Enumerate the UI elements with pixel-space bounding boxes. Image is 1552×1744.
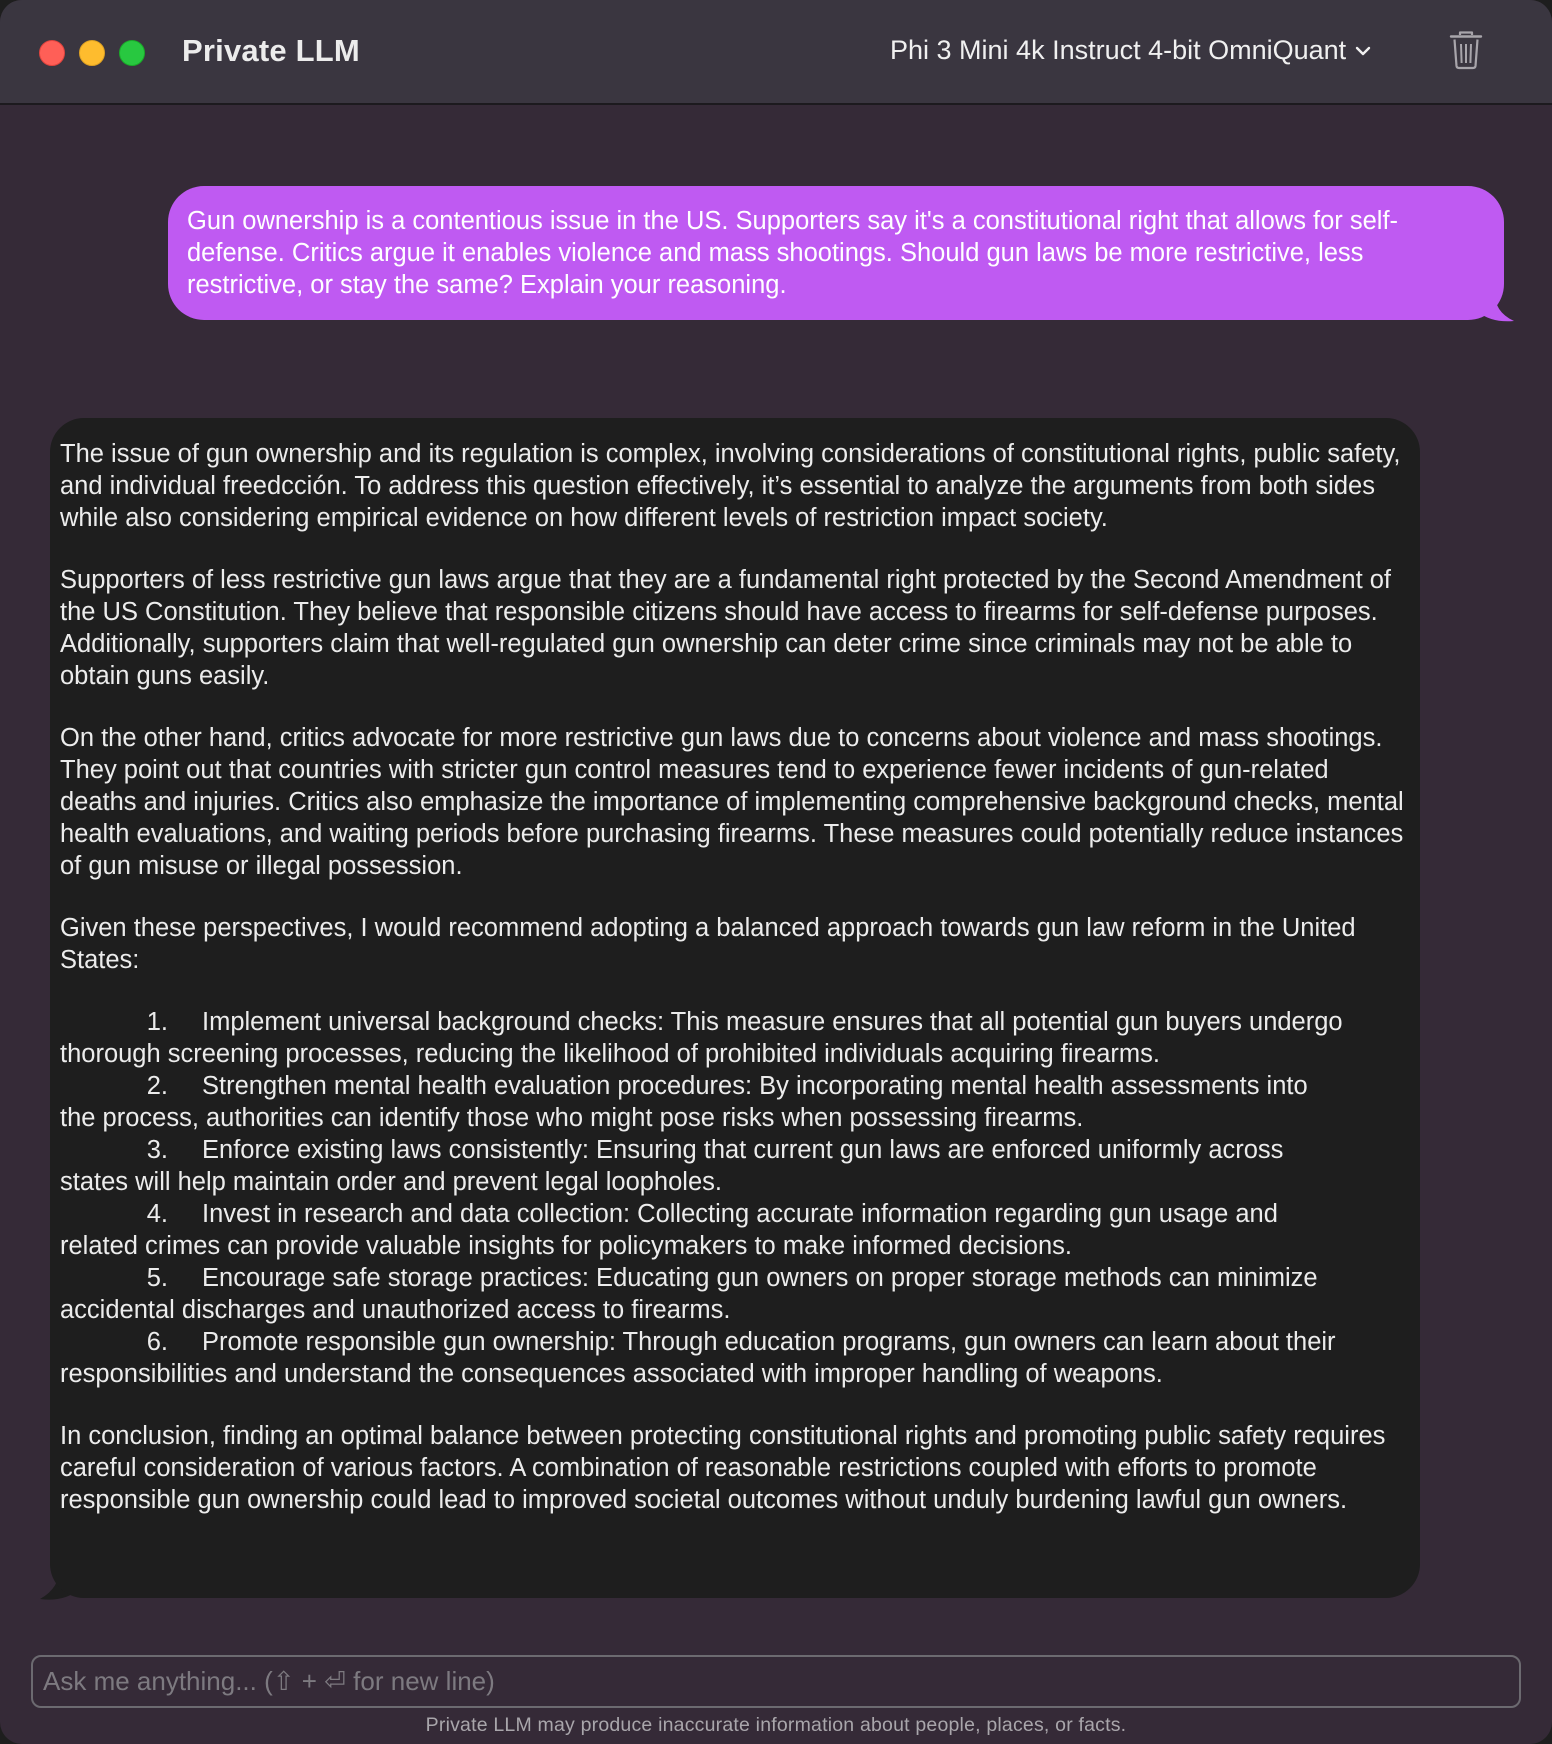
list-item xyxy=(60,1262,1410,1326)
list-item-text: Encourage safe storage practices: Educating gun owners on proper storage methods can minimize xyxy=(202,1264,1318,1292)
list-item-text: Implement universal background checks: This measure ensures that all potential gun buyers undergo xyxy=(202,1008,1343,1036)
response-critics: On the other hand, critics advocate for more restrictive gun laws due to concerns about violence and mass shootings. They point out that countries with stricter gun control measures tend to experience fewer incidents of gun-related deaths and injuries. Critics also emphasize the importance of implementing comprehensive background checks, mental health evaluations, and waiting periods before purchasing firearms. These measures could potentially reduce instances of gun misuse or illegal possession. xyxy=(60,724,1404,880)
response-recommendation: Given these perspectives, I would recommend adopting a balanced approach towards gun law reform in the United States: xyxy=(60,914,1356,974)
list-item-number: 2. xyxy=(146,1072,168,1100)
list-item-number: 5. xyxy=(146,1264,168,1292)
disclaimer-text: Private LLM may produce inaccurate information about people, places, or facts. xyxy=(425,1714,1127,1736)
list-item-number: 1. xyxy=(146,1008,168,1036)
assistant-message-bubble xyxy=(50,418,1420,1598)
chevron-down-icon xyxy=(1354,42,1372,60)
list-item-number: 6. xyxy=(146,1328,168,1356)
list-item-text: Strengthen mental health evaluation procedures: By incorporating mental health assessments into xyxy=(202,1072,1308,1100)
minimize-window-button[interactable] xyxy=(79,40,105,66)
user-message-text: Gun ownership is a contentious issue in the US. Supporters say it's a constitutional right that allows for self-defense. Critics argue it enables violence and mass shootings. Should gun laws be more restrictive, less restrictive, or stay the same? Explain your reasoning. xyxy=(187,207,1399,299)
user-message-bubble xyxy=(168,186,1504,320)
list-item-continuation: the process, authorities can identify those who might pose risks when possessing firearms. xyxy=(60,1104,1084,1132)
list-item-text: Enforce existing laws consistently: Ensuring that current gun laws are enforced uniformly across xyxy=(202,1136,1284,1164)
list-item-text: Promote responsible gun ownership: Through education programs, gun owners can learn about their xyxy=(202,1328,1336,1356)
list-item xyxy=(60,1070,1410,1134)
list-item xyxy=(60,1198,1410,1262)
zoom-window-button[interactable] xyxy=(119,40,145,66)
response-conclusion: In conclusion, finding an optimal balance between protecting constitutional rights and promoting public safety requires careful consideration of various factors. A combination of reasonable restrictions coupled with efforts to promote responsible gun ownership could lead to improved societal outcomes without unduly burdening lawful gun owners. xyxy=(60,1422,1386,1514)
list-item xyxy=(60,1134,1410,1198)
list-item-continuation: accidental discharges and unauthorized access to firearms. xyxy=(60,1296,731,1324)
list-item xyxy=(60,1006,1410,1070)
list-item-continuation: states will help maintain order and prevent legal loopholes. xyxy=(60,1168,722,1196)
recommendation-list xyxy=(60,1006,1410,1390)
list-item-number: 4. xyxy=(146,1200,168,1228)
app-title: Private LLM xyxy=(182,33,360,68)
message-input[interactable] xyxy=(33,1657,1519,1706)
list-item xyxy=(60,1326,1410,1390)
list-item-continuation: thorough screening processes, reducing the likelihood of prohibited individuals acquiring firearms. xyxy=(60,1040,1160,1068)
list-item-text: Invest in research and data collection: Collecting accurate information regarding gun usage and xyxy=(202,1200,1278,1228)
list-item-continuation: related crimes can provide valuable insights for policymakers to make informed decisions. xyxy=(60,1232,1072,1260)
trash-icon[interactable] xyxy=(1448,30,1484,70)
close-window-button[interactable] xyxy=(39,40,65,66)
model-selector[interactable] xyxy=(890,35,1372,66)
model-selector-label: Phi 3 Mini 4k Instruct 4-bit OmniQuant xyxy=(890,35,1347,65)
list-item-number: 3. xyxy=(146,1136,168,1164)
response-supporters: Supporters of less restrictive gun laws argue that they are a fundamental right protected by the Second Amendment of the US Constitution. They believe that responsible citizens should have access to firearms for self-defense purposes. Additionally, supporters claim that well-regulated gun ownership can deter crime since criminals may not be able to obtain guns easily. xyxy=(60,566,1392,690)
list-item-continuation: responsibilities and understand the consequences associated with improper handling of weapons. xyxy=(60,1360,1163,1388)
message-input-container xyxy=(31,1655,1521,1708)
title-bar xyxy=(0,0,1552,105)
response-intro: The issue of gun ownership and its regulation is complex, involving considerations of constitutional rights, public safety, and individual freedcción. To address this question effectively, it’s essential to analyze the arguments from both sides while also considering empirical evidence on how different levels of restriction impact society. xyxy=(60,440,1401,532)
